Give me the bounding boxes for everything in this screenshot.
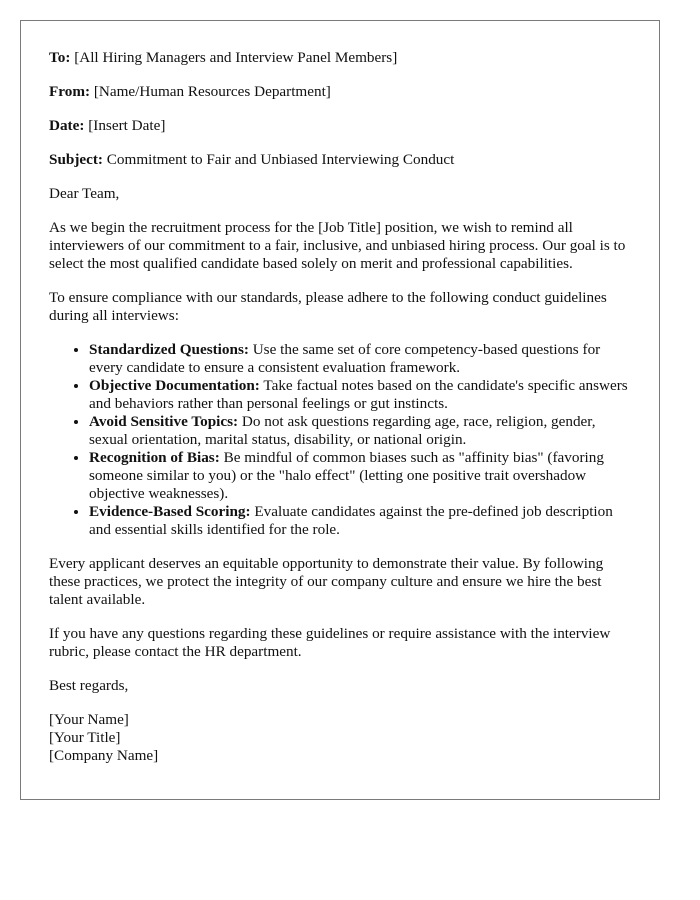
guideline-title: Standardized Questions: <box>89 341 249 358</box>
guideline-item <box>89 377 631 413</box>
to-line <box>49 49 631 67</box>
date-label: Date: <box>49 117 85 134</box>
guideline-item <box>89 503 631 539</box>
guideline-text: Use the same set of core competency-based questions for every candidate to ensure a consistent evaluation framework. <box>89 341 601 376</box>
guideline-title: Evidence-Based Scoring: <box>89 503 251 520</box>
subject-value: Commitment to Fair and Unbiased Interviewing Conduct <box>106 151 455 168</box>
date-line <box>49 117 631 135</box>
from-label: From: <box>49 83 91 100</box>
memo-document <box>20 20 660 800</box>
subject-line <box>49 151 631 169</box>
guideline-title: Recognition of Bias: <box>89 449 220 466</box>
date-value: [Insert Date] <box>88 117 166 134</box>
intro-paragraph: As we begin the recruitment process for the [Job Title] position, we wish to remind all interviewers of our commitment to a fair, inclusive, and unbiased hiring process. Our goal is to select the most qualified candidate based solely on merit and professional capabilities. <box>49 219 626 272</box>
guidelines-list <box>49 341 631 539</box>
signature-company: [Company Name] <box>49 747 159 764</box>
guideline-title: Objective Documentation: <box>89 377 260 394</box>
guideline-title: Avoid Sensitive Topics: <box>89 413 239 430</box>
signature-title: [Your Title] <box>49 729 121 746</box>
guideline-text: Take factual notes based on the candidate's specific answers and behaviors rather than personal feelings or gut instincts. <box>89 377 628 412</box>
signature-block <box>49 711 631 765</box>
guideline-text: Do not ask questions regarding age, race, religion, gender, sexual orientation, marital status, disability, or national origin. <box>89 413 596 448</box>
to-value: [All Hiring Managers and Interview Panel Members] <box>74 49 398 66</box>
guideline-text: Be mindful of common biases such as "affinity bias" (favoring someone similar to you) or the "halo effect" (letting one positive trait overshadow objective weaknesses). <box>89 449 604 502</box>
closing: Best regards, <box>49 677 129 694</box>
compliance-paragraph: To ensure compliance with our standards, please adhere to the following conduct guidelines during all interviews: <box>49 289 607 324</box>
to-label: To: <box>49 49 71 66</box>
from-value: [Name/Human Resources Department] <box>93 83 331 100</box>
guideline-item <box>89 449 631 503</box>
guideline-text: Evaluate candidates against the pre-defined job description and essential skills identified for the role. <box>89 503 613 538</box>
subject-label: Subject: <box>49 151 103 168</box>
guideline-item <box>89 413 631 449</box>
greeting: Dear Team, <box>49 185 120 202</box>
from-line <box>49 83 631 101</box>
guideline-item <box>89 341 631 377</box>
contact-paragraph: If you have any questions regarding these guidelines or require assistance with the interview rubric, please contact the HR department. <box>49 625 611 660</box>
signature-name: [Your Name] <box>49 711 129 728</box>
equity-paragraph: Every applicant deserves an equitable opportunity to demonstrate their value. By following these practices, we protect the integrity of our company culture and ensure we hire the best talent available. <box>49 555 604 608</box>
